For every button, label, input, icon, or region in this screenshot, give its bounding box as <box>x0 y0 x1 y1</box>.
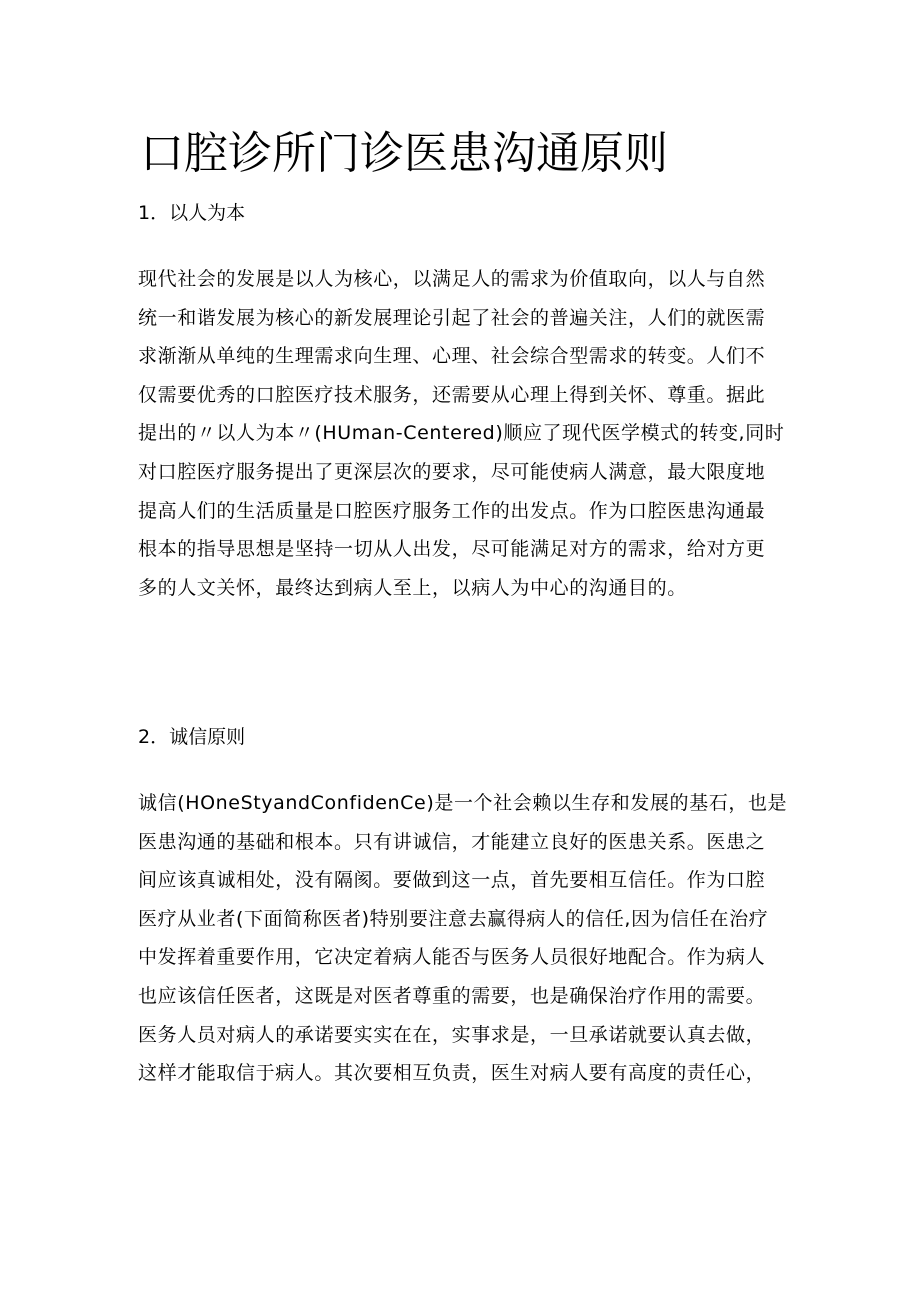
paragraph-line: 间应该真诚相处，没有隔阂。要做到这一点，首先要相互信任。作为口腔 <box>138 869 766 892</box>
paragraph-line: 诚信(HOneStyandConfidenCe)是一个社会赖以生存和发展的基石，也是 <box>138 792 788 814</box>
paragraph-line: 中发挥着重要作用，它决定着病人能否与医务人员很好地配合。作为病人 <box>138 946 766 969</box>
paragraph-line: 这样才能取信于病人。其次要相互负责，医生对病人要有高度的责任心， <box>138 1062 766 1085</box>
section-heading-2: 2．诚信原则 <box>138 726 246 748</box>
document-title: 口腔诊所门诊医患沟通原则 <box>140 128 668 179</box>
paragraph-line: 医患沟通的基础和根本。只有讲诚信，才能建立良好的医患关系。医患之 <box>138 830 766 853</box>
section-2-paragraph <box>138 790 798 1099</box>
section-1-paragraph <box>138 266 798 613</box>
paragraph-line: 提高人们的生活质量是口腔医疗服务工作的出发点。作为口腔医患沟通最 <box>138 499 766 522</box>
paragraph-line: 现代社会的发展是以人为核心，以满足人的需求为价值取向，以人与自然 <box>138 268 766 290</box>
paragraph-line: 提出的〃以人为本〃(HUman-Centered)顺应了现代医学模式的转变,同时 <box>138 422 785 445</box>
paragraph-line: 仅需要优秀的口腔医疗技术服务，还需要从心理上得到关怀、尊重。据此 <box>138 383 766 406</box>
paragraph-line: 根本的指导思想是坚持一切从人出发，尽可能满足对方的需求，给对方更 <box>138 538 766 561</box>
paragraph-line: 统一和谐发展为核心的新发展理论引起了社会的普遍关注，人们的就医需 <box>138 306 766 329</box>
paragraph-line: 对口腔医疗服务提出了更深层次的要求，尽可能使病人满意，最大限度地 <box>138 460 766 483</box>
paragraph-line: 医疗从业者(下面简称医者)特别要注意去赢得病人的信任,因为信任在治疗 <box>138 907 769 930</box>
section-heading-1: 1．以人为本 <box>138 202 246 224</box>
paragraph-line: 也应该信任医者，这既是对医者尊重的需要，也是确保治疗作用的需要。 <box>138 984 766 1007</box>
paragraph-line: 医务人员对病人的承诺要实实在在，实事求是，一旦承诺就要认真去做， <box>138 1023 766 1046</box>
paragraph-line: 多的人文关怀，最终达到病人至上，以病人为中心的沟通目的。 <box>138 576 687 599</box>
paragraph-line: 求渐渐从单纯的生理需求向生理、心理、社会综合型需求的转变。人们不 <box>138 345 766 368</box>
